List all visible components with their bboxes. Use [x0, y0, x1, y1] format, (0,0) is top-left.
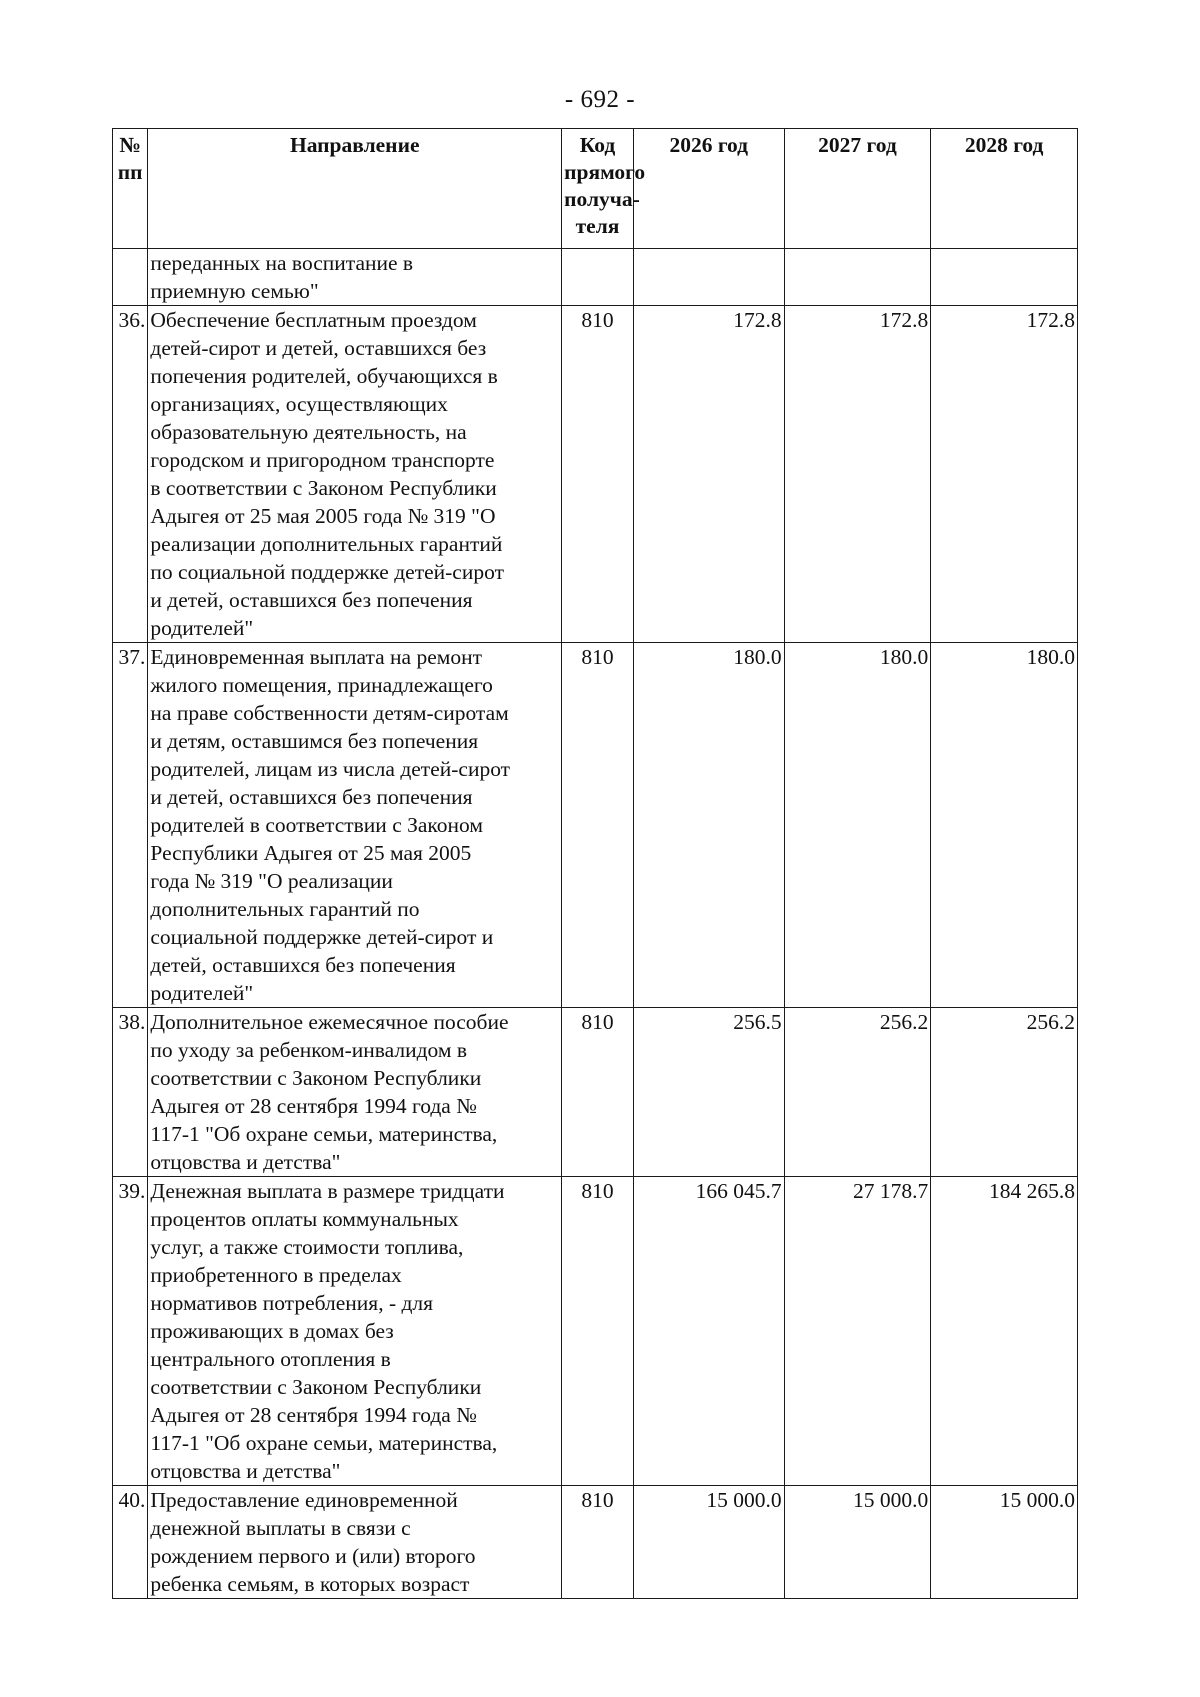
row-code [562, 249, 634, 306]
row-direction: Единовременная выплата на ремонт жилого помещения, принадлежащего на праве собственности детям-сиротам и детям, оставшимся без попечения родителей, лицам из числа детей-сирот и детей, оставшихся без попечения родителей в соответствии с Законом Республики Адыгея от 25 мая 2005 года № 319 "О реализации дополнительных гарантий по социальной поддержке детей-сирот и детей, оставшихся без попечения родителей" [148, 643, 562, 1008]
row-2026: 256.5 [633, 1008, 784, 1177]
row-code: 810 [562, 1486, 634, 1599]
row-2027: 172.8 [784, 306, 931, 643]
row-code: 810 [562, 643, 634, 1008]
row-num: 40. [113, 1486, 148, 1599]
row-2026: 172.8 [633, 306, 784, 643]
row-2027 [784, 249, 931, 306]
header-direction: Направление [148, 129, 562, 249]
row-2026: 15 000.0 [633, 1486, 784, 1599]
table-row [113, 249, 1078, 306]
row-2027: 27 178.7 [784, 1177, 931, 1486]
header-num: № пп [113, 129, 148, 249]
row-direction: Предоставление единовременной денежной выплаты в связи с рождением первого и (или) второго ребенка семьям, в которых возраст [148, 1486, 562, 1599]
page-number: - 692 - [564, 86, 636, 113]
row-num: 36. [113, 306, 148, 643]
header-2028: 2028 год [931, 129, 1078, 249]
row-2026: 166 045.7 [633, 1177, 784, 1486]
table-header-row [113, 129, 1078, 249]
row-direction: Обеспечение бесплатным проездом детей-сирот и детей, оставшихся без попечения родителей, обучающихся в организациях, осуществляющих образовательную деятельность, на городском и пригородном транспорте в соответствии с Законом Республики Адыгея от 25 мая 2005 года № 319 "О реализации дополнительных гарантий по социальной поддержке детей-сирот и детей, оставшихся без попечения родителей" [148, 306, 562, 643]
row-2028: 180.0 [931, 643, 1078, 1008]
row-2028: 172.8 [931, 306, 1078, 643]
table-row [113, 306, 1078, 643]
row-code: 810 [562, 1008, 634, 1177]
row-2027: 180.0 [784, 643, 931, 1008]
budget-table [112, 128, 1078, 1599]
row-code: 810 [562, 306, 634, 643]
table-row [113, 1486, 1078, 1599]
row-num: 39. [113, 1177, 148, 1486]
row-2028: 184 265.8 [931, 1177, 1078, 1486]
header-2027: 2027 год [784, 129, 931, 249]
row-2027: 15 000.0 [784, 1486, 931, 1599]
row-num: 38. [113, 1008, 148, 1177]
row-direction: Денежная выплата в размере тридцати процентов оплаты коммунальных услуг, а также стоимости топлива, приобретенного в пределах нормативов потребления, - для проживающих в домах без центрального отопления в соответствии с Законом Республики Адыгея от 28 сентября 1994 года № 117-1 "Об охране семьи, материнства, отцовства и детства" [148, 1177, 562, 1486]
row-num: 37. [113, 643, 148, 1008]
table-row [113, 1177, 1078, 1486]
row-2027: 256.2 [784, 1008, 931, 1177]
row-code: 810 [562, 1177, 634, 1486]
table-row [113, 643, 1078, 1008]
row-2026: 180.0 [633, 643, 784, 1008]
row-2028 [931, 249, 1078, 306]
table-row [113, 1008, 1078, 1177]
row-num [113, 249, 148, 306]
row-2028: 15 000.0 [931, 1486, 1078, 1599]
row-2028: 256.2 [931, 1008, 1078, 1177]
row-2026 [633, 249, 784, 306]
row-direction: Дополнительное ежемесячное пособие по уходу за ребенком-инвалидом в соответствии с Законом Республики Адыгея от 28 сентября 1994 года № 117-1 "Об охране семьи, материнства, отцовства и детства" [148, 1008, 562, 1177]
row-direction: переданных на воспитание в приемную семью" [148, 249, 562, 306]
header-2026: 2026 год [633, 129, 784, 249]
header-code: Код прямого получа- теля [562, 129, 634, 249]
